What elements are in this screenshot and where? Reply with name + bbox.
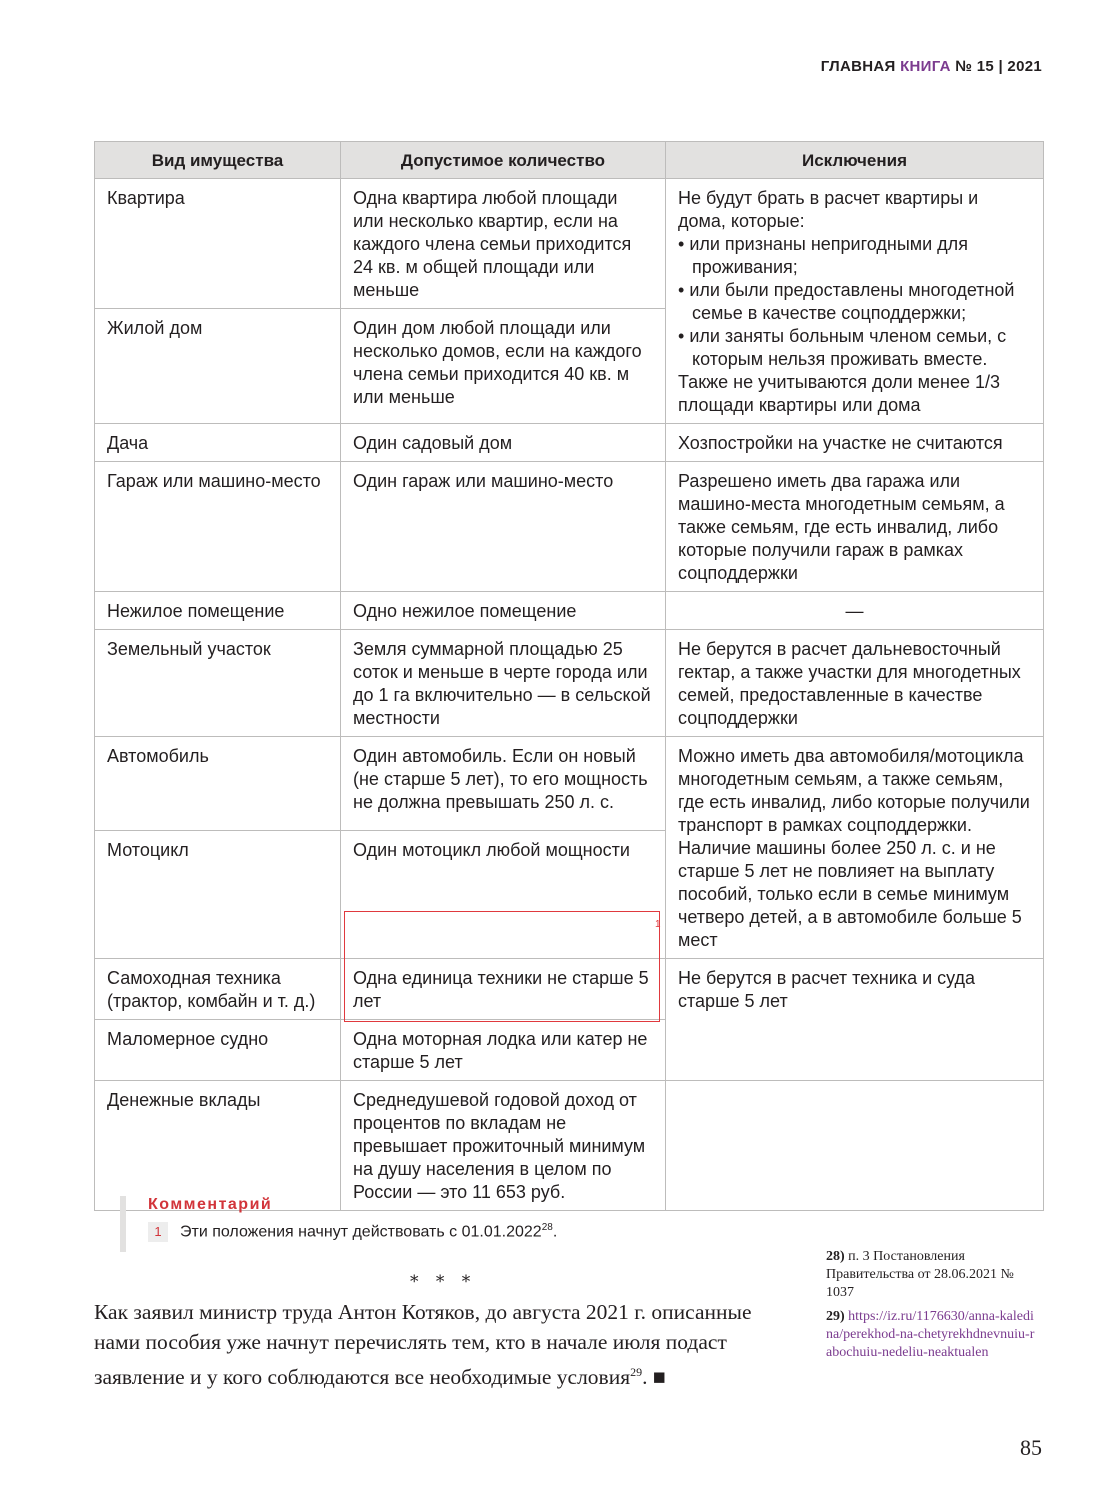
table-row <box>95 462 1044 592</box>
table-row <box>95 1081 1044 1211</box>
housing-exception-bullet: • или заняты больным членом семьи, с которым нельзя проживать вместе. <box>678 326 1007 369</box>
magazine-header <box>821 58 1042 75</box>
cell-exception-machinery: Не берутся в расчет техника и суда старше 5 лет <box>666 959 1044 1081</box>
housing-exception-intro: Не будут брать в расчет квартиры и дома, которые: <box>678 188 979 231</box>
column-header-amount: Допустимое количество <box>341 142 666 179</box>
cell-type: Маломерное судно <box>95 1020 341 1081</box>
footnote-link[interactable]: https://iz.ru/1176630/anna-kaledina/perekhod-na-chetyrekhdnevnuiu-rabochuiu-nedeliu-neaktualen <box>826 1309 1035 1360</box>
comment-row <box>148 1222 760 1242</box>
table-header-row <box>95 142 1044 179</box>
body-paragraph: Как заявил министр труда Антон Котяков, до августа 2021 г. описанные нами пособия уже начнут перечислять тем, кто в начале июля подаст заявление и у кого соблюдаются все необходимые условия$^{29}$. ■ <box>94 1300 752 1390</box>
cell-type: Нежилое помещение <box>95 592 341 630</box>
cell-type: Гараж или машино-место <box>95 462 341 592</box>
cell-exception: Не берутся в расчет дальневосточный гектар, а также участки для многодетных семей, предоставленные в качестве соцподдержки <box>666 630 1044 737</box>
cell-exception <box>666 1081 1044 1211</box>
footnotes <box>826 1248 1036 1368</box>
footnote-ref[interactable]: 28 <box>541 1222 553 1234</box>
cell-amount: Один гараж или машино-место <box>341 462 666 592</box>
cell-type: Самоходная техника (трактор, комбайн и т. д.) <box>95 959 341 1020</box>
table-row <box>95 630 1044 737</box>
table-row <box>95 424 1044 462</box>
cell-exception: — <box>666 592 1044 630</box>
cell-type: Автомобиль <box>95 737 341 831</box>
cell-amount: Один садовый дом <box>341 424 666 462</box>
cell-type: Жилой дом <box>95 309 341 424</box>
footnote: 29) https://iz.ru/1176630/anna-kaledina/perekhod-na-chetyrekhdnevnuiu-rabochuiu-nedeliu-neaktualen <box>826 1309 1035 1360</box>
cell-amount: Одно нежилое помещение <box>341 592 666 630</box>
cell-type: Дача <box>95 424 341 462</box>
comment-number: 1 <box>148 1222 168 1242</box>
housing-exception-bullet: • или признаны непригодными для проживания; <box>678 234 968 277</box>
cell-amount: Один автомобиль. Если он новый (не старше 5 лет), то его мощность не должна превышать 250 л. с. <box>341 737 666 831</box>
cell-amount: Один мотоцикл любой мощности <box>341 830 666 958</box>
housing-exception-bullet: • или были предоставлены многодетной семье в качестве соцподдержки; <box>678 280 1015 323</box>
highlight-marker: 1 <box>655 919 661 930</box>
cell-amount: Один дом любой площади или несколько домов, если на каждого члена семьи приходится 40 кв. м или меньше <box>341 309 666 424</box>
cell-type: Земельный участок <box>95 630 341 737</box>
comment-title: Комментарий <box>148 1196 273 1213</box>
cell-exception: Хозпостройки на участке не считаются <box>666 424 1044 462</box>
property-table <box>94 141 1044 1211</box>
header-issue: № 15 | 2021 <box>955 58 1042 75</box>
cell-type: Денежные вклады <box>95 1081 341 1211</box>
comment-text: Эти положения начнут действовать с 01.01.2022$^{28}$. <box>180 1222 558 1241</box>
table-row <box>95 592 1044 630</box>
housing-exception-outro: Также не учитываются доли менее 1/3 площади квартиры или дома <box>678 372 1001 415</box>
cell-amount: Одна квартира любой площади или несколько квартир, если на каждого члена семьи приходится 24 кв. м общей площади или меньше <box>341 179 666 309</box>
cell-exception-housing <box>666 179 1044 424</box>
table-row <box>95 959 1044 1020</box>
column-header-type: Вид имущества <box>95 142 341 179</box>
column-header-exceptions: Исключения <box>666 142 1044 179</box>
cell-exception-vehicle: Можно иметь два автомобиля/мотоцикла многодетным семьям, а также семьям, где есть инвалид, либо которые получили транспорт в рамках соцподдержки. Наличие машины более 250 л. с. и не старше 5 лет не повлияет на выплату пособий, только если в семье минимум четверо детей, а в автомобиле больше 5 мест <box>666 737 1044 959</box>
cell-amount: Одна моторная лодка или катер не старше 5 лет <box>341 1020 666 1081</box>
cell-amount: Земля суммарной площадью 25 соток и меньше в черте города или до 1 га включительно — в сельской местности <box>341 630 666 737</box>
footnote: 28) п. 3 Постановления Правительства от 28.06.2021 № 1037 <box>826 1249 1014 1300</box>
header-title-accent: КНИГА <box>900 58 951 75</box>
footnote-ref[interactable]: 29 <box>630 1365 643 1379</box>
table-row <box>95 737 1044 831</box>
cell-type: Мотоцикл <box>95 830 341 958</box>
cell-type: Квартира <box>95 179 341 309</box>
page-number: 85 <box>1020 1435 1042 1460</box>
table-row <box>95 179 1044 309</box>
cell-amount: Одна единица техники не старше 5 лет <box>341 959 666 1020</box>
cell-exception: Разрешено иметь два гаража или машино-места многодетным семьям, а также семьям, где есть инвалид, либо которые получили гараж в рамках соцподдержки <box>666 462 1044 592</box>
cell-amount: Среднедушевой годовой доход от процентов по вкладам не превышает прожиточный минимум на душу населения в целом по России — это 11 653 руб. <box>341 1081 666 1211</box>
section-divider: * * * <box>410 1272 477 1292</box>
comment-box <box>120 1196 760 1252</box>
header-title: ГЛАВНАЯ <box>820 58 896 75</box>
